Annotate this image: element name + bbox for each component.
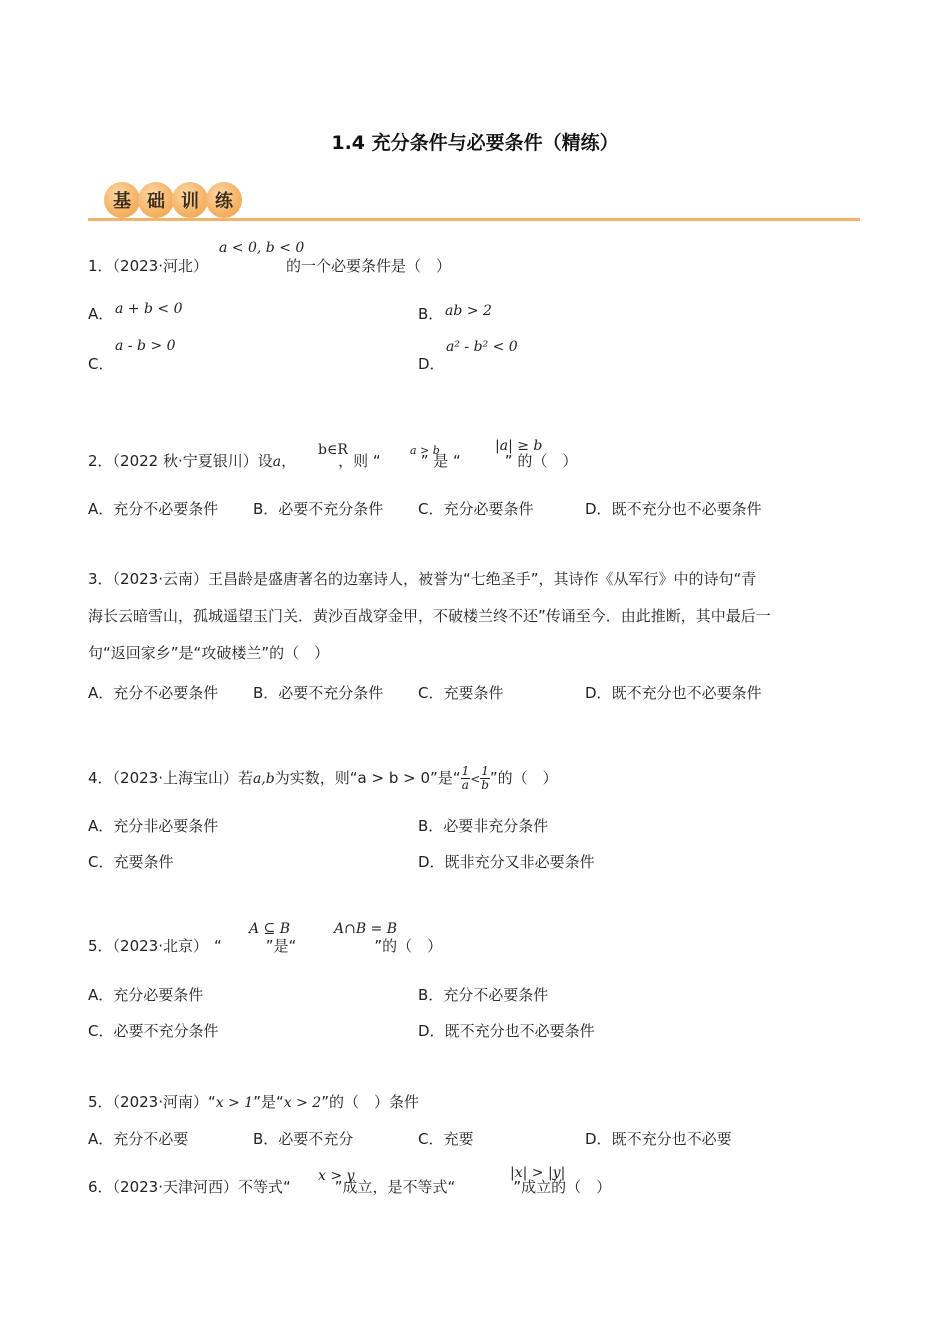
- section-divider: [88, 218, 860, 221]
- question-5b: 5．（2023·河南）“x > 1”是“x > 2”的（ ）条件: [88, 1093, 419, 1111]
- q5b-option-d[interactable]: D．既不充分也不必要: [585, 1130, 732, 1148]
- q1-option-a[interactable]: A．: [88, 305, 114, 323]
- q3-line-1: 3．（2023·云南）王昌龄是盛唐著名的边塞诗人，被誉为“七绝圣手”，其诗作《从军行》中的诗句“青: [88, 570, 757, 588]
- q4-fraction-2: $\frac{1}{b}$: [481, 764, 489, 792]
- q1-number: 1．: [88, 257, 113, 275]
- q5a-p: A ⊆ B: [249, 921, 291, 937]
- q3-option-d[interactable]: D．既不充分也不必要条件: [585, 684, 762, 702]
- q1-option-d[interactable]: D．: [418, 355, 445, 373]
- q5b-option-b[interactable]: B．必要不充分: [253, 1130, 354, 1148]
- q1-source: （2023·河北）: [112, 257, 208, 275]
- q1-option-b[interactable]: B．: [418, 305, 444, 323]
- q2-q: |a| ≥ b: [495, 438, 543, 454]
- q3-option-a[interactable]: A．充分不必要条件: [88, 684, 219, 702]
- q6-p: x > y: [318, 1168, 355, 1184]
- q1-option-c[interactable]: C．: [88, 355, 114, 373]
- q6-q: |x| > |y|: [510, 1165, 566, 1181]
- q4-option-d[interactable]: D．既非充分又非必要条件: [418, 853, 595, 871]
- q1-stem: 的一个必要条件是（ ）: [286, 257, 452, 275]
- question-6: 6．（2023·天津河西）不等式“ ”成立，是不等式“ ”成立的（ ）: [88, 1178, 612, 1196]
- section-badge: 基: [104, 182, 140, 218]
- question-1: [88, 255, 451, 277]
- q2-option-c[interactable]: C．充分必要条件: [418, 500, 534, 518]
- q1-option-d-math: a² - b² < 0: [446, 339, 518, 355]
- q1-option-b-math: ab > 2: [445, 303, 492, 319]
- q2-set: b∈R: [318, 442, 348, 458]
- q2-source: （2022 秋·宁夏银川）设: [112, 452, 273, 470]
- q2-p: a > b: [410, 444, 440, 457]
- q2-option-d[interactable]: D．既不充分也不必要条件: [585, 500, 762, 518]
- q2-option-b[interactable]: B．必要不充分条件: [253, 500, 384, 518]
- q3-option-c[interactable]: C．充要条件: [418, 684, 504, 702]
- q3-option-b[interactable]: B．必要不充分条件: [253, 684, 384, 702]
- q6-source: （2023·天津河西）不等式“: [112, 1178, 291, 1196]
- question-5a: 5．（2023·北京） “ ”是“ ”的（ ）: [88, 937, 443, 955]
- q4-option-a[interactable]: A．充分非必要条件: [88, 817, 219, 835]
- q5a-option-d[interactable]: D．既不充分也不必要条件: [418, 1022, 595, 1040]
- q4-fraction-1: $\frac{1}{a}$: [461, 764, 470, 792]
- q5b-option-a[interactable]: A．充分不必要: [88, 1130, 189, 1148]
- section-badge: 训: [172, 182, 208, 218]
- q5b-source: （2023·河南）“: [112, 1093, 216, 1111]
- section-badge: 练: [206, 182, 242, 218]
- q5a-q: A∩B = B: [334, 921, 398, 937]
- q5a-option-a[interactable]: A．充分必要条件: [88, 986, 204, 1004]
- q4-source: （2023·上海宝山）若: [112, 769, 253, 787]
- q5a-source: （2023·北京）: [112, 937, 208, 955]
- q4-option-c[interactable]: C．充要条件: [88, 853, 174, 871]
- q5a-option-b[interactable]: B．充分不必要条件: [418, 986, 549, 1004]
- page-title: 1.4 充分条件与必要条件（精练）: [331, 132, 619, 154]
- q2-option-a[interactable]: A．充分不必要条件: [88, 500, 219, 518]
- section-badge: 础: [138, 182, 174, 218]
- section-banner: [104, 182, 240, 218]
- q3-line-2: 海长云暗雪山，孤城遥望玉门关．黄沙百战穿金甲，不破楼兰终不还”传诵至今．由此推断，其中最后一: [88, 607, 771, 625]
- q4-p: a > b > 0: [357, 769, 431, 787]
- q1-condition: a < 0, b < 0: [219, 240, 305, 256]
- question-2: 2．（2022 秋·宁夏银川）设a， ，则 “ ” 是 “ ” 的（ ）: [88, 452, 578, 470]
- q4-option-b[interactable]: B．必要非充分条件: [418, 817, 549, 835]
- q1-option-c-math: a - b > 0: [115, 338, 176, 354]
- q1-option-a-math: a + b < 0: [115, 301, 183, 317]
- question-4: 4．（2023·上海宝山）若a,b为实数，则“a > b > 0”是“ $\frac{1}{a}$ < $\frac{1}{b}$ ”的（ ）: [88, 764, 558, 792]
- question-3: [88, 561, 860, 672]
- q5b-option-c[interactable]: C．充要: [418, 1130, 474, 1148]
- q3-line-3: 句“返回家乡”是“攻破楼兰”的（ ）: [88, 644, 330, 662]
- q5a-option-c[interactable]: C．必要不充分条件: [88, 1022, 219, 1040]
